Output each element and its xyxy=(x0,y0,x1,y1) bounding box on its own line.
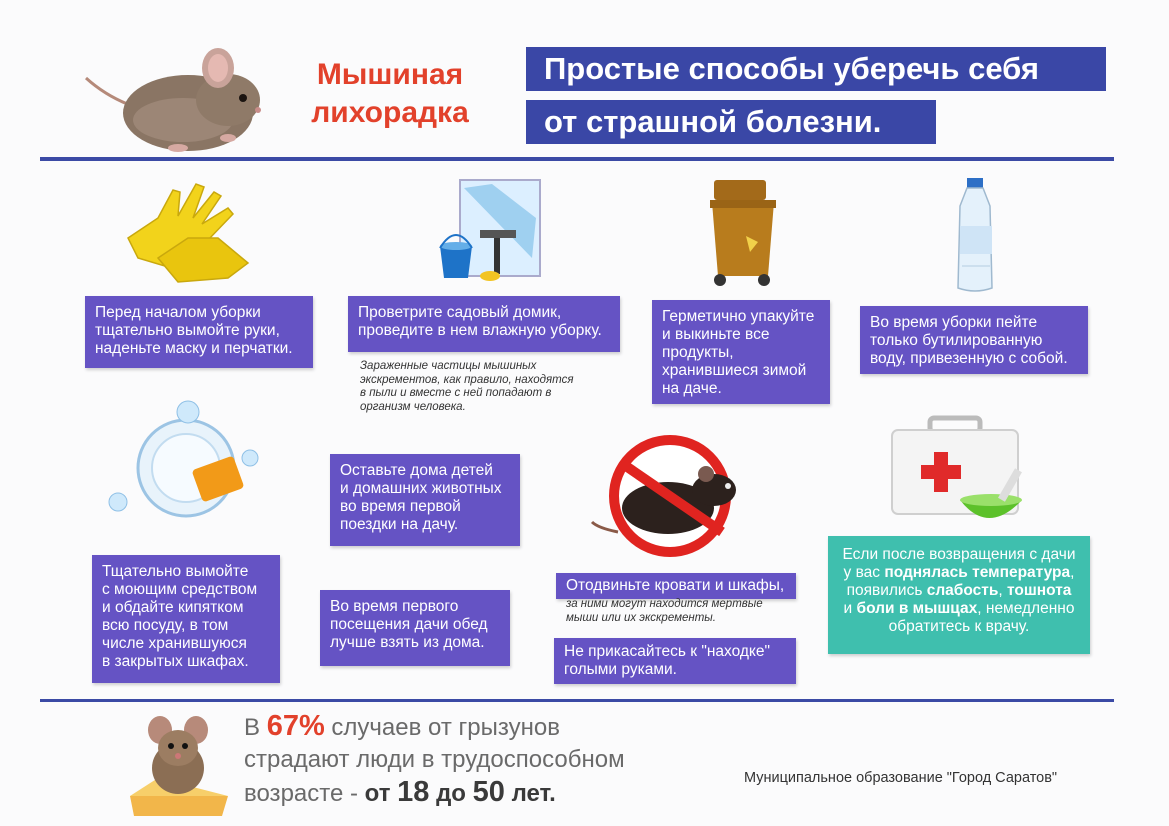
stat-age2: 50 xyxy=(472,776,505,808)
tip-water xyxy=(860,306,1088,374)
tip-trash-line3: продукты, xyxy=(662,344,734,361)
doctor-line4-bold: боли в мышцах xyxy=(856,600,978,617)
mouse-on-cheese-icon xyxy=(118,708,238,818)
tip-furniture-note xyxy=(566,598,806,625)
stat-percent: 67% xyxy=(266,710,325,742)
tip-doctor-line1: Если после возвращения с дачи xyxy=(842,546,1076,563)
stat-from: от xyxy=(364,780,398,807)
tip-lunch-line1: Во время первого xyxy=(330,598,459,615)
tip-dishes-line5: числе хранившуюся xyxy=(102,635,247,652)
tip-water-line1: Во время уборки пейте xyxy=(870,314,1038,331)
tip-ventilate-note xyxy=(360,360,630,414)
tip-children-line2: и домашних животных xyxy=(340,480,502,497)
disease-title-line2: лихорадка xyxy=(311,96,469,129)
clean-plate-icon xyxy=(104,398,264,528)
tip-trash-line2: и выкиньте все xyxy=(662,326,770,343)
stat-line3 xyxy=(244,776,714,810)
doctor-line3-bold2: тошнота xyxy=(1007,582,1072,599)
stat-line1 xyxy=(244,710,714,744)
tip-ventilate-note-line2: экскрементов, как правило, находятся xyxy=(360,373,574,386)
no-rats-icon xyxy=(588,432,758,560)
doctor-line4-post: , немедленно xyxy=(977,600,1075,617)
stat-line3-pre: возрасте - xyxy=(244,780,365,807)
tip-water-line3: воду, привезенную с собой. xyxy=(870,350,1068,367)
tip-ventilate-note-line3: в пыли и вместе с ней попадают в xyxy=(360,387,552,399)
tip-ventilate-line2: проведите в нем влажную уборку. xyxy=(358,322,602,339)
stat-age1: 18 xyxy=(397,776,430,808)
tip-furniture-note-line2: мыши или их экскременты. xyxy=(566,611,716,624)
tip-gloves-line2: тщательно вымойте руки, xyxy=(95,322,280,339)
tip-no-touch-line2: голыми руками. xyxy=(564,661,677,678)
tip-dishes-line3: и обдайте кипятком xyxy=(102,599,244,616)
doctor-line3-pre: появились xyxy=(846,582,927,599)
header-divider xyxy=(40,157,1114,161)
tip-lunch-line3: лучше взять из дома. xyxy=(330,634,485,651)
tip-lunch-line2: посещения дачи обед xyxy=(330,616,488,633)
tip-dishes-line4: всю посуду, в том xyxy=(102,617,229,634)
mouse-illustration xyxy=(78,38,268,158)
tip-doctor-line3 xyxy=(838,582,1080,600)
stat-prefix: В xyxy=(244,714,267,741)
doctor-line3-bold1: слабость xyxy=(926,582,999,599)
tip-doctor-line5: обратитесь к врачу. xyxy=(888,618,1030,635)
tip-trash-line5: на даче. xyxy=(662,380,722,397)
tip-no-touch-line1: Не прикасайтесь к "находке" xyxy=(564,643,770,660)
trash-bin-icon xyxy=(706,176,781,288)
tip-ventilate-line1: Проветрите садовый домик, xyxy=(358,304,562,321)
tip-ventilate-note-line1: Зараженные частицы мышиных xyxy=(360,360,537,372)
first-aid-kit-icon xyxy=(888,412,1038,530)
stat-years: лет. xyxy=(504,780,556,807)
tip-furniture xyxy=(556,573,796,599)
tip-furniture-note-line1: за ними могут находится мертвые xyxy=(566,598,763,610)
window-cleaning-icon xyxy=(432,178,547,288)
tip-dishes xyxy=(92,555,280,683)
tip-furniture-line: Отодвиньте кровати и шкафы, xyxy=(566,577,785,594)
tip-children-line4: поездки на дачу. xyxy=(340,516,459,533)
statistic-text xyxy=(244,710,714,810)
tip-gloves-line1: Перед началом уборки xyxy=(95,304,261,321)
gloves-icon xyxy=(118,178,258,288)
tip-children xyxy=(330,454,520,546)
tip-children-line1: Оставьте дома детей xyxy=(340,462,493,479)
tip-trash-line1: Герметично упакуйте xyxy=(662,308,815,325)
tip-gloves-line3: наденьте маску и перчатки. xyxy=(95,340,293,357)
tip-doctor xyxy=(828,536,1090,654)
tip-ventilate xyxy=(348,296,620,352)
footer-divider xyxy=(40,699,1114,702)
doctor-line2-pre: у вас xyxy=(843,564,885,581)
tip-doctor-line4 xyxy=(838,600,1080,618)
tip-trash xyxy=(652,300,830,404)
tip-dishes-line6: в закрытых шкафах. xyxy=(102,653,249,670)
water-bottle-icon xyxy=(950,176,1000,296)
doctor-line3-mid: , xyxy=(998,582,1007,599)
tip-water-line2: только бутилированную xyxy=(870,332,1043,349)
tip-lunch xyxy=(320,590,510,666)
tip-dishes-line1: Тщательно вымойте xyxy=(102,563,249,580)
municipality-credit: Муниципальное образование "Город Саратов" xyxy=(744,770,1058,786)
banner-line1: Простые способы уберечь себя xyxy=(526,47,1106,91)
tip-doctor-line2 xyxy=(838,564,1080,582)
doctor-line2-post: , xyxy=(1070,564,1075,581)
stat-to: до xyxy=(429,780,473,807)
tip-gloves xyxy=(85,296,313,368)
tip-ventilate-note-line4: организм человека. xyxy=(360,400,466,413)
stat-line2: страдают люди в трудоспособном xyxy=(244,746,625,773)
banner-line2: от страшной болезни. xyxy=(526,100,936,144)
disease-title xyxy=(290,56,490,132)
stat-line1-rest: случаев от грызунов xyxy=(324,714,560,741)
doctor-line2-bold: поднялась температура xyxy=(884,564,1071,581)
tip-no-touch xyxy=(554,638,796,684)
tip-children-line3: во время первой xyxy=(340,498,461,515)
tip-trash-line4: хранившиеся зимой xyxy=(662,362,807,379)
tip-dishes-line2: с моющим средством xyxy=(102,581,258,598)
disease-title-line1: Мышиная xyxy=(316,58,464,91)
doctor-line4-pre: и xyxy=(843,600,857,617)
